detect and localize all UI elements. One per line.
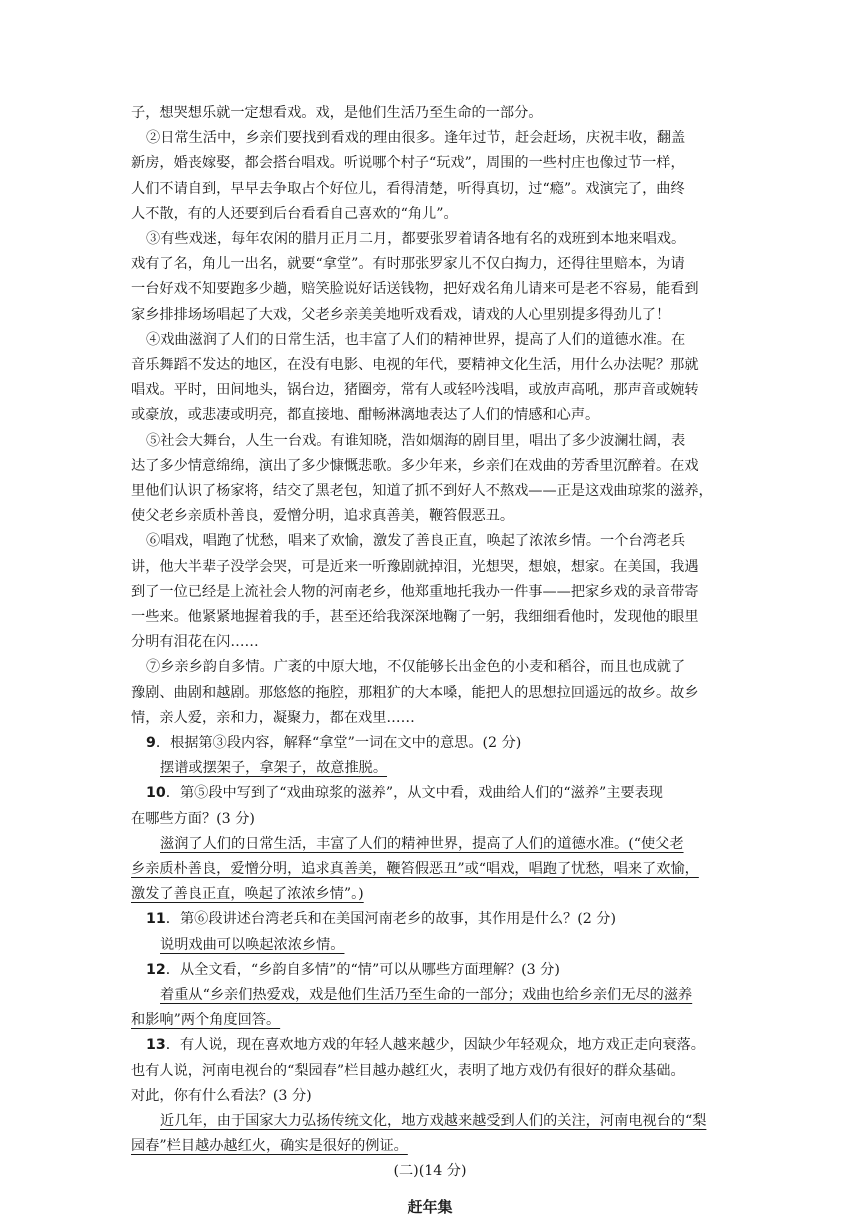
answer-text: 摆谱或摆架子，拿架子，故意推脱。 [160, 760, 388, 777]
passage-line: ⑦乡亲乡韵自多情。广袤的中原大地，不仅能够长出金色的小麦和稻谷，而且也成就了 [146, 659, 686, 676]
passage-line: ②日常生活中，乡亲们要找到看戏的理由很多。逢年过节，赶会赶场，庆祝丰收，翻盖 [146, 130, 686, 147]
question-9 [0, 730, 860, 756]
section-label: (二)(14 分) [393, 1163, 467, 1180]
answer-text: 乡亲质朴善良，爱憎分明，追求真善美，鞭笞假恶丑”或“唱戏，唱跑了忧愁，唱来了欢愉， [131, 861, 699, 877]
answer-text: 激发了善良正直，唤起了浓浓乡情”。) [131, 886, 364, 903]
question-text: ．从全文看，“乡韵自多情”的“情”可以从哪些方面理解？(3 分) [165, 961, 560, 978]
question-number: 13 [146, 1037, 166, 1054]
passage-line: 戏有了名，角儿一出名，就要“拿堂”。有时那张罗家儿不仅白掏力，还得往里赔本，为请 [131, 256, 685, 273]
passage-line: 唱戏。平时，田间地头，锅台边，猪圈旁，常有人或轻吟浅唱，或放声高吼，那声音或婉转 [131, 382, 699, 399]
passage-line: 新房，婚丧嫁娶，都会搭台唱戏。听说哪个村子“玩戏”，周围的一些村庄也像过节一样， [131, 155, 685, 172]
question-text: ．第⑥段讲述台湾老兵和在美国河南老乡的故事，其作用是什么？(2 分) [165, 911, 616, 928]
passage-line: 人们不请自到，早早去争取占个好位儿，看得清楚，听得真切，过“瘾”。戏演完了，曲终 [131, 180, 685, 197]
passage-line: 一些来。他紧紧地握着我的手，甚至还给我深深地鞠了一躬，我细细看他时，发现他的眼里 [131, 609, 699, 625]
passage-line: 子，想哭想乐就一定想看戏。戏，是他们生活乃至生命的一部分。 [131, 105, 543, 121]
passage-line: 人不散，有的人还要到后台看看自己喜欢的“角儿”。 [131, 205, 458, 222]
question-13-cont: 对此，你有什么看法？(3 分) [131, 1087, 312, 1104]
passage-line: 到了一位已经是上流社会人物的河南老乡，他郑重地托我办一件事——把家乡戏的录音带寄 [131, 583, 699, 600]
question-13 [0, 1032, 860, 1058]
passage-line: ⑤社会大舞台，人生一台戏。有谁知晓，浩如烟海的剧目里，唱出了多少波澜壮阔，表 [146, 432, 686, 449]
question-number: 12 [146, 961, 166, 978]
question-number: 11 [146, 911, 166, 928]
answer-11 [0, 932, 860, 958]
passage-line: 分明有泪花在闪…… [131, 634, 259, 651]
question-number: 9 [146, 735, 156, 751]
question-text: ．根据第③段内容，解释“拿堂”一词在文中的意思。(2 分) [155, 735, 522, 751]
question-13-cont: 也有人说，河南电视台的“梨园春”栏目越办越红火，表明了地方戏仍有很好的群众基础。 [131, 1062, 685, 1079]
section-title: 赶年集 [407, 1198, 453, 1217]
question-number: 10 [146, 785, 166, 802]
answer-10 [0, 856, 860, 882]
answer-text: 滋润了人们的日常生活，丰富了人们的精神世界，提高了人们的道德水准。(“使父老 [160, 835, 684, 852]
answer-12 [0, 1007, 860, 1033]
answer-12 [0, 982, 860, 1008]
answer-13 [0, 1108, 860, 1134]
passage-line: 家乡排排场场唱起了大戏，父老乡亲美美地听戏看戏，请戏的人心里别提多得劲儿了！ [131, 306, 671, 323]
passage-line: ⑥唱戏，唱跑了忧愁，唱来了欢愉，激发了善良正直，唤起了浓浓乡情。一个台湾老兵 [146, 533, 686, 550]
passage-line: 讲，他大半辈子没学会哭，可是近来一听豫剧就掉泪，光想哭，想娘，想家。在美国，我遇 [131, 558, 699, 575]
passage-line: 音乐舞蹈不发达的地区，在没有电影、电视的年代，要精神文化生活，用什么办法呢？那就 [131, 357, 699, 373]
answer-text: 园春”栏目越办越红火，确实是很好的例证。 [131, 1138, 408, 1155]
question-11 [0, 906, 860, 932]
answer-text: 和影响”两个角度回答。 [131, 1012, 281, 1029]
answer-text: 近几年，由于国家大力弘扬传统文化，地方戏越来越受到人们的关注，河南电视台的“梨 [160, 1113, 707, 1129]
passage-line: 达了多少情意绵绵，演出了多少慷慨悲歌。多少年来，乡亲们在戏曲的芳香里沉醉着。在戏 [131, 457, 699, 474]
passage-line: 情，亲人爱，亲和力，凝聚力，都在戏里…… [131, 709, 415, 726]
question-12 [0, 957, 860, 983]
answer-text: 说明戏曲可以唤起浓浓乡情。 [160, 936, 345, 953]
question-10-cont: 在哪些方面？(3 分) [131, 810, 255, 827]
passage-line: 使父老乡亲质朴善良，爱憎分明，追求真善美，鞭笞假恶丑。 [131, 508, 515, 525]
answer-9 [0, 755, 860, 781]
answer-text: 着重从“乡亲们热爱戏，戏是他们生活乃至生命的一部分；戏曲也给乡亲们无尽的滋养 [160, 987, 693, 1003]
question-10 [0, 780, 860, 806]
passage-line: 一台好戏不知要跑多少趟，赔笑脸说好话送钱物，把好戏名角儿请来可是老不容易，能看到 [131, 281, 699, 298]
question-text: ．第⑤段中写到了“戏曲琼浆的滋养”，从文中看，戏曲给人们的“滋养”主要表现 [165, 785, 663, 802]
passage-line: 豫剧、曲剧和越剧。那悠悠的拖腔，那粗犷的大本嗓，能把人的思想拉回遥远的故乡。故乡 [131, 684, 699, 701]
answer-13 [0, 1133, 860, 1159]
answer-10 [0, 831, 860, 857]
passage-line: ③有些戏迷，每年农闲的腊月正月二月，都要张罗着请各地有名的戏班到本地来唱戏。 [146, 231, 686, 247]
passage-line: 或豪放，或悲凄或明亮，都直接地、酣畅淋漓地表达了人们的情感和心声。 [131, 407, 600, 424]
passage-line: 里他们认识了杨家将，结交了黑老包，知道了抓不到好人不熬戏——正是这戏曲琼浆的滋养， [131, 483, 713, 499]
answer-10 [0, 881, 860, 907]
passage-line: ④戏曲滋润了人们的日常生活，也丰富了人们的精神世界，提高了人们的道德水准。在 [146, 331, 686, 348]
question-text: ．有人说，现在喜欢地方戏的年轻人越来越少，因缺少年轻观众，地方戏正走向衰落。 [165, 1037, 705, 1054]
